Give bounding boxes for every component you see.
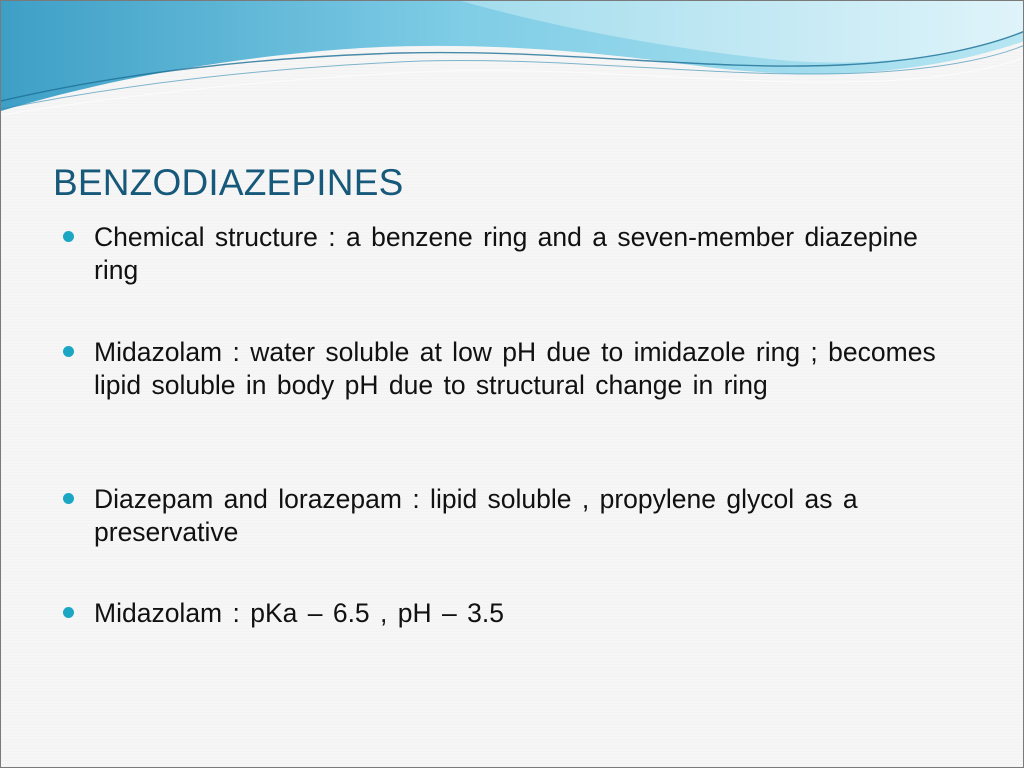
- bullet-text: Chemical structure : a benzene ring and a seven-member diazepine ring: [94, 222, 918, 285]
- bullet-item: [61, 221, 971, 286]
- slide-title: BENZODIAZEPINES: [53, 162, 404, 203]
- bullet-item: [61, 597, 504, 630]
- bullet-text: Diazepam and lorazepam : lipid soluble , propylene glycol as a preservative: [94, 484, 858, 547]
- bullet-item: [61, 483, 971, 548]
- round-bullet-icon: [63, 231, 74, 242]
- bullet-text: Midazolam : pKa – 6.5 , pH – 3.5: [94, 598, 504, 628]
- round-bullet-icon: [63, 493, 74, 504]
- bullet-item: [61, 336, 971, 401]
- decorative-wave-header: [1, 1, 1024, 121]
- round-bullet-icon: [63, 346, 74, 357]
- round-bullet-icon: [63, 607, 74, 618]
- bullet-text: Midazolam : water soluble at low pH due to imidazole ring ; becomes lipid soluble in body pH due to structural change in ring: [94, 337, 936, 400]
